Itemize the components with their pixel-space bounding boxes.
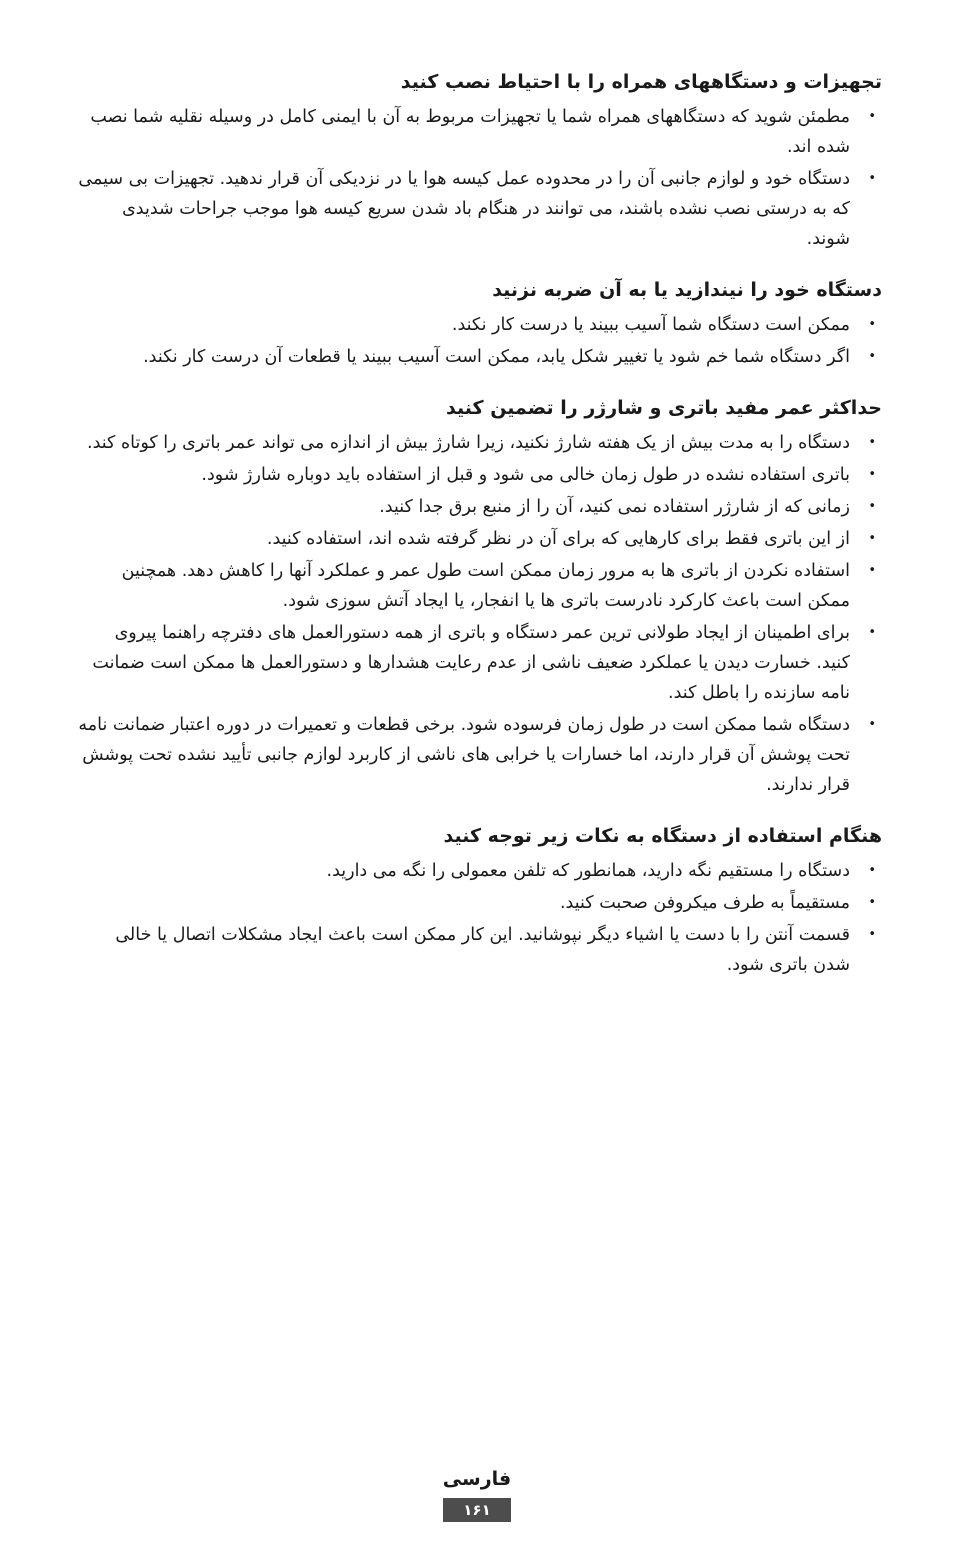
bullet-icon: • <box>868 109 876 124</box>
section-battery-life <box>78 394 882 800</box>
section-drop-warning <box>78 276 882 372</box>
bullet-icon: • <box>868 927 876 942</box>
bullet-list <box>78 428 882 800</box>
bullet-icon: • <box>868 467 876 482</box>
list-item <box>78 460 882 490</box>
list-item <box>78 164 882 254</box>
page-number-badge: ۱۶۱ <box>443 1498 511 1522</box>
list-item <box>78 618 882 708</box>
list-item <box>78 102 882 162</box>
section-title: حداکثر عمر مفید باتری و شارژر را تضمین کنید <box>446 397 882 419</box>
bullet-icon: • <box>868 563 876 578</box>
list-item-text: اگر دستگاه شما خم شود یا تغییر شکل یابد، ممکن است آسیب ببیند یا قطعات آن درست کار نکند. <box>143 347 850 367</box>
bullet-icon: • <box>868 317 876 332</box>
list-item <box>78 342 882 372</box>
list-item-text: باتری استفاده نشده در طول زمان خالی می شود و قبل از استفاده باید دوباره شارژ شود. <box>201 465 850 485</box>
list-item-text: دستگاه شما ممکن است در طول زمان فرسوده شود. برخی قطعات و تعمیرات در دوره اعتبار ضمانت نامه تحت پوشش آن قرار دارند، اما خسارات یا خرابی های ناشی از کاربرد لوازم جانبی تأیید نشده تحت پوشش قرار ندارند. <box>78 715 850 795</box>
list-item <box>78 492 882 522</box>
list-item-text: قسمت آنتن را با دست یا اشیاء دیگر نپوشانید. این کار ممکن است باعث ایجاد مشکلات اتصال یا خالی شدن باتری شود. <box>115 925 850 975</box>
list-item-text: مطمئن شوید که دستگاههای همراه شما یا تجهیزات مربوط به آن با ایمنی کامل در وسیله نقلیه شما نصب شده اند. <box>90 107 850 157</box>
list-item-text: دستگاه را به مدت بیش از یک هفته شارژ نکنید، زیرا شارژ بیش از اندازه می تواند عمر باتری را کوتاه کند. <box>87 433 850 453</box>
bullet-icon: • <box>868 625 876 640</box>
list-item-text: از این باتری فقط برای کارهایی که برای آن در نظر گرفته شده اند، استفاده کنید. <box>266 529 850 549</box>
bullet-list <box>78 856 882 980</box>
list-item-text: زمانی که از شارژر استفاده نمی کنید، آن را از منبع برق جدا کنید. <box>379 497 850 517</box>
list-item-text: برای اطمینان از ایجاد طولانی ترین عمر دستگاه و باتری از همه دستورالعمل های دفترچه راهنما پیروی کنید. خسارت دیدن یا عملکرد ضعیف ناشی از عدم رعایت هشدارها و دستورالعمل ها ممکن است ضمانت نامه سازنده را باطل کند. <box>92 623 850 703</box>
section-title: دستگاه خود را نیندازید یا به آن ضربه نزنید <box>492 279 882 301</box>
document-body <box>78 68 882 1002</box>
list-item <box>78 428 882 458</box>
section-title: تجهیزات و دستگاههای همراه را با احتیاط نصب کنید <box>400 71 882 93</box>
list-item <box>78 556 882 616</box>
list-item <box>78 888 882 918</box>
bullet-icon: • <box>868 435 876 450</box>
section-title: هنگام استفاده از دستگاه به نکات زیر توجه کنید <box>443 825 882 847</box>
bullet-icon: • <box>868 531 876 546</box>
bullet-icon: • <box>868 717 876 732</box>
list-item-text: دستگاه خود و لوازم جانبی آن را در محدوده عمل کیسه هوا یا در نزدیکی آن قرار ندهید. تجهیزات بی سیمی که به درستی نصب نشده باشند، می توانند در هنگام باد شدن سریع کیسه هوا موجب جراحات شدیدی شوند. <box>78 169 850 249</box>
list-item <box>78 856 882 886</box>
list-item-text: دستگاه را مستقیم نگه دارید، همانطور که تلفن معمولی را نگه می دارید. <box>326 861 850 881</box>
section-accessory-installation <box>78 68 882 254</box>
bullet-icon: • <box>868 895 876 910</box>
bullet-icon: • <box>868 349 876 364</box>
bullet-list <box>78 102 882 254</box>
list-item <box>78 920 882 980</box>
list-item-text: مستقیماً به طرف میکروفن صحبت کنید. <box>559 893 850 913</box>
list-item <box>78 524 882 554</box>
list-item <box>78 710 882 800</box>
bullet-list <box>78 310 882 372</box>
list-item-text: استفاده نکردن از باتری ها به مرور زمان ممکن است طول عمر و عملکرد آنها را کاهش دهد. همچنین ممکن است باعث کارکرد نادرست باتری ها یا انفجار، یا ایجاد آتش سوزی شود. <box>121 561 850 611</box>
section-usage-tips <box>78 822 882 980</box>
bullet-icon: • <box>868 863 876 878</box>
page-footer <box>0 1466 954 1522</box>
list-item <box>78 310 882 340</box>
bullet-icon: • <box>868 499 876 514</box>
footer-language-label: فارسی <box>442 1468 512 1490</box>
bullet-icon: • <box>868 171 876 186</box>
list-item-text: ممکن است دستگاه شما آسیب ببیند یا درست کار نکند. <box>451 315 850 335</box>
